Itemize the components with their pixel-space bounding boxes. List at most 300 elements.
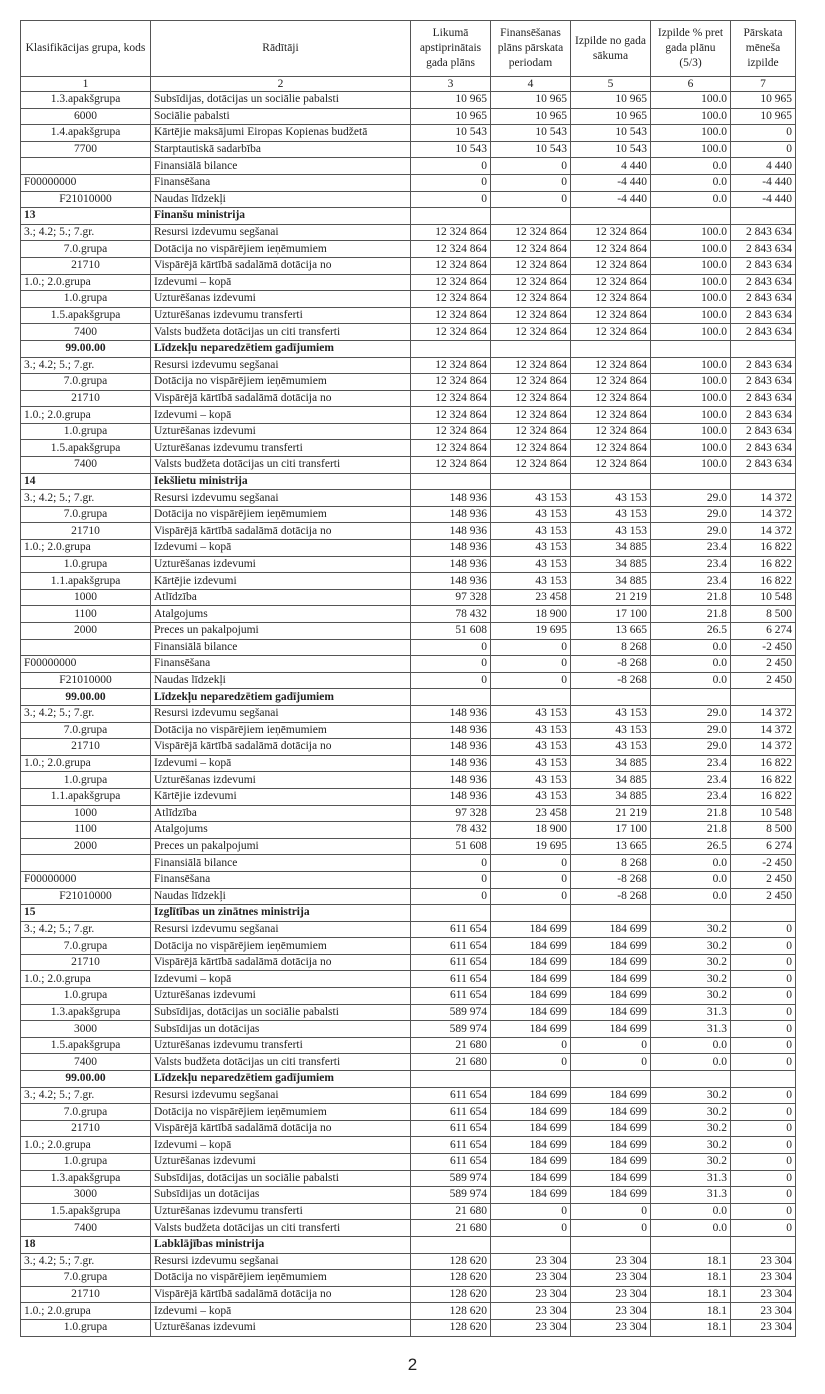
cell-month-execution: 8 500 [731, 606, 796, 623]
table-row [21, 1203, 796, 1220]
cell-execution-percent: 31.3 [651, 1170, 731, 1187]
cell-period-plan: 184 699 [491, 1021, 571, 1038]
cell-period-plan: 184 699 [491, 954, 571, 971]
cell-period-plan: 10 965 [491, 108, 571, 125]
cell-period-plan: 12 324 864 [491, 423, 571, 440]
cell-code: 1.0.; 2.0.grupa [21, 1137, 151, 1154]
cell-month-execution: 2 843 634 [731, 390, 796, 407]
cell-execution-ytd: 10 965 [571, 92, 651, 109]
cell-indicator: Vispārējā kārtībā sadalāmā dotācija no [151, 390, 411, 407]
cell-indicator: Vispārējā kārtībā sadalāmā dotācija no [151, 954, 411, 971]
cell-code: 1.0.grupa [21, 423, 151, 440]
table-row [21, 722, 796, 739]
cell-annual-plan: 12 324 864 [411, 374, 491, 391]
cell-execution-ytd: -8 268 [571, 656, 651, 673]
cell-execution-percent: 29.0 [651, 506, 731, 523]
cell-period-plan: 0 [491, 1054, 571, 1071]
table-row [21, 623, 796, 640]
cell-annual-plan: 12 324 864 [411, 291, 491, 308]
cell-execution-ytd: 12 324 864 [571, 423, 651, 440]
cell-execution-ytd: 23 304 [571, 1286, 651, 1303]
cell-indicator: Subsīdijas, dotācijas un sociālie pabalsti [151, 92, 411, 109]
cell-execution-ytd: 17 100 [571, 822, 651, 839]
cell-execution-percent: 23.4 [651, 556, 731, 573]
cell-indicator: Kārtējie izdevumi [151, 573, 411, 590]
table-row [21, 1154, 796, 1171]
cell-execution-ytd: 184 699 [571, 971, 651, 988]
cell-annual-plan: 589 974 [411, 1187, 491, 1204]
cell-annual-plan: 21 680 [411, 1203, 491, 1220]
table-row [21, 772, 796, 789]
cell-indicator: Valsts budžeta dotācijas un citi transferti [151, 324, 411, 341]
cell-annual-plan: 128 620 [411, 1319, 491, 1336]
cell-annual-plan: 0 [411, 871, 491, 888]
table-row [21, 440, 796, 457]
cell-month-execution: 0 [731, 141, 796, 158]
table-row [21, 423, 796, 440]
cell-annual-plan [411, 208, 491, 225]
cell-annual-plan [411, 905, 491, 922]
table-row [21, 755, 796, 772]
cell-code: 1000 [21, 589, 151, 606]
cell-code: 1000 [21, 805, 151, 822]
cell-execution-percent: 21.8 [651, 606, 731, 623]
cell-execution-percent: 21.8 [651, 589, 731, 606]
cell-indicator: Uzturēšanas izdevumi [151, 772, 411, 789]
cell-code: 1.0.grupa [21, 291, 151, 308]
cell-execution-ytd: 10 543 [571, 141, 651, 158]
cell-period-plan: 0 [491, 656, 571, 673]
cell-month-execution: 0 [731, 1087, 796, 1104]
cell-execution-percent: 100.0 [651, 108, 731, 125]
cell-execution-percent: 0.0 [651, 1037, 731, 1054]
cell-execution-ytd: 12 324 864 [571, 257, 651, 274]
cell-code: 21710 [21, 739, 151, 756]
cell-period-plan: 43 153 [491, 540, 571, 557]
cell-code: 6000 [21, 108, 151, 125]
cell-execution-percent: 100.0 [651, 390, 731, 407]
cell-indicator: Izdevumi – kopā [151, 971, 411, 988]
cell-month-execution: 23 304 [731, 1253, 796, 1270]
cell-indicator: Dotācija no vispārējiem ieņēmumiem [151, 1104, 411, 1121]
cell-indicator: Uzturēšanas izdevumu transferti [151, 1203, 411, 1220]
cell-indicator: Subsīdijas un dotācijas [151, 1021, 411, 1038]
cell-month-execution: 0 [731, 1154, 796, 1171]
cell-execution-ytd: 184 699 [571, 988, 651, 1005]
cell-period-plan: 184 699 [491, 971, 571, 988]
cell-annual-plan: 12 324 864 [411, 257, 491, 274]
cell-indicator: Līdzekļu neparedzētiem gadījumiem [151, 689, 411, 706]
table-row [21, 191, 796, 208]
cell-execution-ytd [571, 689, 651, 706]
cell-code: 1.0.grupa [21, 1154, 151, 1171]
cell-annual-plan: 148 936 [411, 490, 491, 507]
cell-annual-plan: 148 936 [411, 506, 491, 523]
cell-execution-percent: 29.0 [651, 739, 731, 756]
cell-execution-percent: 18.1 [651, 1319, 731, 1336]
cell-indicator: Līdzekļu neparedzētiem gadījumiem [151, 1071, 411, 1088]
cell-indicator: Līdzekļu neparedzētiem gadījumiem [151, 340, 411, 357]
cell-code: F21010000 [21, 191, 151, 208]
cell-code [21, 639, 151, 656]
cell-execution-percent: 31.3 [651, 1187, 731, 1204]
table-row [21, 938, 796, 955]
cell-execution-percent: 29.0 [651, 523, 731, 540]
cell-indicator: Dotācija no vispārējiem ieņēmumiem [151, 1270, 411, 1287]
cell-annual-plan: 148 936 [411, 772, 491, 789]
cell-execution-percent [651, 689, 731, 706]
cell-execution-percent: 30.2 [651, 1087, 731, 1104]
cell-indicator: Uzturēšanas izdevumu transferti [151, 440, 411, 457]
cell-period-plan: 12 324 864 [491, 324, 571, 341]
cell-code: 1.5.apakšgrupa [21, 1203, 151, 1220]
cell-period-plan: 12 324 864 [491, 457, 571, 474]
cell-annual-plan: 12 324 864 [411, 423, 491, 440]
cell-execution-ytd: -8 268 [571, 888, 651, 905]
cell-annual-plan: 21 680 [411, 1054, 491, 1071]
cell-code: 1.5.apakšgrupa [21, 1037, 151, 1054]
cell-code: 21710 [21, 1120, 151, 1137]
table-row [21, 457, 796, 474]
cell-indicator: Preces un pakalpojumi [151, 838, 411, 855]
table-row [21, 174, 796, 191]
cell-month-execution: -2 450 [731, 639, 796, 656]
table-row [21, 307, 796, 324]
cell-period-plan: 184 699 [491, 1154, 571, 1171]
table-row [21, 274, 796, 291]
cell-execution-percent: 100.0 [651, 324, 731, 341]
cell-indicator: Izdevumi – kopā [151, 540, 411, 557]
cell-code: 1.0.; 2.0.grupa [21, 755, 151, 772]
cell-month-execution: 2 843 634 [731, 291, 796, 308]
cell-month-execution: 0 [731, 1104, 796, 1121]
cell-execution-ytd: -4 440 [571, 174, 651, 191]
cell-month-execution: 10 965 [731, 92, 796, 109]
cell-indicator: Preces un pakalpojumi [151, 623, 411, 640]
cell-execution-ytd: 34 885 [571, 573, 651, 590]
cell-indicator: Finansēšana [151, 871, 411, 888]
cell-code: 3.; 4.2; 5.; 7.gr. [21, 921, 151, 938]
table-row [21, 407, 796, 424]
cell-indicator: Izdevumi – kopā [151, 755, 411, 772]
cell-execution-ytd: 12 324 864 [571, 457, 651, 474]
table-row [21, 954, 796, 971]
cell-execution-ytd: 184 699 [571, 1104, 651, 1121]
cell-period-plan: 184 699 [491, 921, 571, 938]
cell-period-plan: 12 324 864 [491, 357, 571, 374]
header-month-execution: Pārskata mēneša izpilde [731, 21, 796, 77]
cell-period-plan: 43 153 [491, 506, 571, 523]
cell-period-plan: 12 324 864 [491, 257, 571, 274]
header-row [21, 21, 796, 77]
cell-code: 7.0.grupa [21, 1270, 151, 1287]
cell-month-execution: 2 843 634 [731, 457, 796, 474]
cell-execution-percent: 0.0 [651, 191, 731, 208]
cell-period-plan: 12 324 864 [491, 274, 571, 291]
cell-annual-plan: 21 680 [411, 1220, 491, 1237]
cell-indicator: Dotācija no vispārējiem ieņēmumiem [151, 938, 411, 955]
cell-execution-percent: 30.2 [651, 1137, 731, 1154]
cell-indicator: Resursi izdevumu segšanai [151, 357, 411, 374]
table-row [21, 971, 796, 988]
header-annual-plan: Likumā apstiprinātais gada plāns [411, 21, 491, 77]
cell-month-execution: 0 [731, 971, 796, 988]
cell-code: 7.0.grupa [21, 506, 151, 523]
cell-annual-plan: 12 324 864 [411, 241, 491, 258]
cell-execution-ytd [571, 208, 651, 225]
cell-execution-percent: 31.3 [651, 1004, 731, 1021]
cell-execution-ytd: 34 885 [571, 540, 651, 557]
cell-code: 7.0.grupa [21, 1104, 151, 1121]
cell-execution-ytd [571, 340, 651, 357]
cell-code: 2000 [21, 838, 151, 855]
cell-indicator: Finansiālā bilance [151, 855, 411, 872]
cell-execution-ytd: -4 440 [571, 191, 651, 208]
cell-execution-ytd: 12 324 864 [571, 440, 651, 457]
cell-period-plan: 12 324 864 [491, 224, 571, 241]
cell-period-plan: 10 543 [491, 125, 571, 142]
cell-month-execution: 2 843 634 [731, 241, 796, 258]
cell-indicator: Atalgojums [151, 822, 411, 839]
cell-execution-percent: 0.0 [651, 1054, 731, 1071]
cell-execution-ytd: 184 699 [571, 1170, 651, 1187]
cell-indicator: Resursi izdevumu segšanai [151, 705, 411, 722]
cell-period-plan: 18 900 [491, 822, 571, 839]
cell-period-plan: 23 458 [491, 589, 571, 606]
cell-annual-plan: 10 965 [411, 92, 491, 109]
table-row [21, 1120, 796, 1137]
cell-code: 15 [21, 905, 151, 922]
cell-execution-percent: 100.0 [651, 141, 731, 158]
cell-execution-percent [651, 1236, 731, 1253]
cell-annual-plan: 128 620 [411, 1270, 491, 1287]
section-row [21, 689, 796, 706]
cell-execution-percent: 29.0 [651, 722, 731, 739]
cell-period-plan: 23 458 [491, 805, 571, 822]
table-row [21, 324, 796, 341]
cell-indicator: Uzturēšanas izdevumu transferti [151, 307, 411, 324]
cell-execution-ytd: 184 699 [571, 954, 651, 971]
cell-execution-percent: 30.2 [651, 921, 731, 938]
cell-period-plan: 43 153 [491, 705, 571, 722]
table-row [21, 705, 796, 722]
cell-indicator: Dotācija no vispārējiem ieņēmumiem [151, 374, 411, 391]
table-row [21, 639, 796, 656]
cell-month-execution: 0 [731, 1021, 796, 1038]
table-row [21, 390, 796, 407]
cell-indicator: Sociālie pabalsti [151, 108, 411, 125]
cell-annual-plan: 12 324 864 [411, 357, 491, 374]
cell-month-execution: 16 822 [731, 540, 796, 557]
cell-code: 1.1.apakšgrupa [21, 573, 151, 590]
cell-execution-ytd: 0 [571, 1220, 651, 1237]
cell-annual-plan: 78 432 [411, 822, 491, 839]
cell-execution-ytd: 184 699 [571, 921, 651, 938]
cell-execution-ytd: 10 543 [571, 125, 651, 142]
cell-month-execution [731, 208, 796, 225]
cell-code: 1.0.; 2.0.grupa [21, 1303, 151, 1320]
cell-execution-percent: 30.2 [651, 1120, 731, 1137]
cell-annual-plan: 12 324 864 [411, 390, 491, 407]
cell-month-execution: 6 274 [731, 623, 796, 640]
cell-annual-plan: 97 328 [411, 589, 491, 606]
cell-execution-ytd: 34 885 [571, 772, 651, 789]
cell-indicator: Izdevumi – kopā [151, 407, 411, 424]
table-row [21, 490, 796, 507]
cell-period-plan: 43 153 [491, 523, 571, 540]
cell-month-execution: 2 843 634 [731, 374, 796, 391]
cell-code: 2000 [21, 623, 151, 640]
cell-code: 7.0.grupa [21, 241, 151, 258]
cell-period-plan: 10 965 [491, 92, 571, 109]
cell-execution-ytd: 21 219 [571, 805, 651, 822]
cell-code: 7400 [21, 324, 151, 341]
cell-execution-percent: 0.0 [651, 1220, 731, 1237]
cell-annual-plan: 611 654 [411, 988, 491, 1005]
cell-annual-plan: 12 324 864 [411, 457, 491, 474]
cell-execution-percent: 18.1 [651, 1253, 731, 1270]
cell-execution-percent: 26.5 [651, 623, 731, 640]
cell-period-plan: 43 153 [491, 739, 571, 756]
cell-annual-plan: 51 608 [411, 838, 491, 855]
cell-month-execution: 0 [731, 1054, 796, 1071]
cell-month-execution: 23 304 [731, 1270, 796, 1287]
cell-period-plan: 0 [491, 174, 571, 191]
cell-month-execution: 2 843 634 [731, 324, 796, 341]
cell-indicator: Finansēšana [151, 656, 411, 673]
cell-period-plan: 0 [491, 871, 571, 888]
cell-period-plan: 184 699 [491, 938, 571, 955]
column-number: 3 [411, 77, 491, 92]
header-indicator: Rādītāji [151, 21, 411, 77]
cell-month-execution: 0 [731, 1004, 796, 1021]
header-execution-percent: Izpilde % pret gada plānu (5/3) [651, 21, 731, 77]
cell-month-execution: -4 440 [731, 174, 796, 191]
cell-month-execution: 2 843 634 [731, 407, 796, 424]
cell-indicator: Uzturēšanas izdevumi [151, 1154, 411, 1171]
table-row [21, 506, 796, 523]
cell-execution-percent: 100.0 [651, 440, 731, 457]
cell-execution-percent: 23.4 [651, 573, 731, 590]
table-row [21, 656, 796, 673]
cell-period-plan: 43 153 [491, 788, 571, 805]
cell-indicator: Resursi izdevumu segšanai [151, 921, 411, 938]
cell-month-execution: 0 [731, 1220, 796, 1237]
cell-month-execution: 6 274 [731, 838, 796, 855]
cell-execution-percent: 100.0 [651, 241, 731, 258]
cell-execution-ytd: 184 699 [571, 1187, 651, 1204]
cell-period-plan: 12 324 864 [491, 407, 571, 424]
cell-code: 3000 [21, 1021, 151, 1038]
cell-month-execution: 0 [731, 988, 796, 1005]
cell-indicator: Finansēšana [151, 174, 411, 191]
table-row [21, 788, 796, 805]
cell-month-execution: 0 [731, 1170, 796, 1187]
cell-period-plan: 43 153 [491, 755, 571, 772]
cell-execution-percent: 18.1 [651, 1286, 731, 1303]
cell-indicator: Resursi izdevumu segšanai [151, 1253, 411, 1270]
table-row [21, 739, 796, 756]
cell-execution-ytd: -8 268 [571, 672, 651, 689]
cell-execution-percent: 100.0 [651, 423, 731, 440]
cell-execution-ytd: 12 324 864 [571, 390, 651, 407]
cell-month-execution: 2 843 634 [731, 440, 796, 457]
cell-period-plan: 43 153 [491, 573, 571, 590]
cell-code: 1.0.; 2.0.grupa [21, 971, 151, 988]
cell-month-execution [731, 1071, 796, 1088]
cell-annual-plan: 0 [411, 656, 491, 673]
cell-indicator: Resursi izdevumu segšanai [151, 490, 411, 507]
cell-annual-plan: 148 936 [411, 705, 491, 722]
cell-code: 7700 [21, 141, 151, 158]
cell-indicator: Uzturēšanas izdevumi [151, 1319, 411, 1336]
cell-execution-ytd: 184 699 [571, 938, 651, 955]
cell-annual-plan: 589 974 [411, 1170, 491, 1187]
cell-indicator: Valsts budžeta dotācijas un citi transferti [151, 1220, 411, 1237]
cell-annual-plan: 12 324 864 [411, 224, 491, 241]
cell-annual-plan: 611 654 [411, 1087, 491, 1104]
cell-execution-percent: 0.0 [651, 1203, 731, 1220]
cell-period-plan [491, 1071, 571, 1088]
cell-code: 21710 [21, 1286, 151, 1303]
cell-month-execution: 2 843 634 [731, 274, 796, 291]
cell-annual-plan: 611 654 [411, 1104, 491, 1121]
cell-period-plan: 12 324 864 [491, 241, 571, 258]
cell-period-plan [491, 340, 571, 357]
cell-code: 7.0.grupa [21, 722, 151, 739]
cell-execution-ytd: 12 324 864 [571, 357, 651, 374]
table-row [21, 921, 796, 938]
table-row [21, 822, 796, 839]
cell-execution-percent: 18.1 [651, 1303, 731, 1320]
cell-code: 1100 [21, 606, 151, 623]
cell-execution-ytd [571, 1236, 651, 1253]
table-row [21, 1220, 796, 1237]
cell-execution-percent: 100.0 [651, 125, 731, 142]
cell-annual-plan: 0 [411, 888, 491, 905]
cell-execution-ytd: 34 885 [571, 755, 651, 772]
cell-execution-percent: 0.0 [651, 158, 731, 175]
cell-indicator: Dotācija no vispārējiem ieņēmumiem [151, 722, 411, 739]
cell-execution-ytd: 23 304 [571, 1253, 651, 1270]
cell-indicator: Vispārējā kārtībā sadalāmā dotācija no [151, 739, 411, 756]
cell-code: 3.; 4.2; 5.; 7.gr. [21, 490, 151, 507]
table-row [21, 291, 796, 308]
cell-indicator: Resursi izdevumu segšanai [151, 224, 411, 241]
cell-period-plan: 12 324 864 [491, 374, 571, 391]
cell-indicator: Labklājības ministrija [151, 1236, 411, 1253]
cell-indicator: Resursi izdevumu segšanai [151, 1087, 411, 1104]
cell-period-plan: 184 699 [491, 1170, 571, 1187]
cell-code: 1.3.apakšgrupa [21, 1170, 151, 1187]
cell-month-execution: 14 372 [731, 506, 796, 523]
cell-month-execution [731, 1236, 796, 1253]
cell-indicator: Valsts budžeta dotācijas un citi transferti [151, 1054, 411, 1071]
cell-indicator: Atlīdzība [151, 589, 411, 606]
cell-period-plan: 0 [491, 855, 571, 872]
cell-code: 13 [21, 208, 151, 225]
cell-code: 3.; 4.2; 5.; 7.gr. [21, 705, 151, 722]
cell-period-plan: 0 [491, 672, 571, 689]
cell-execution-percent [651, 905, 731, 922]
cell-execution-ytd: 12 324 864 [571, 407, 651, 424]
cell-indicator: Naudas līdzekļi [151, 191, 411, 208]
cell-annual-plan: 21 680 [411, 1037, 491, 1054]
cell-execution-percent: 23.4 [651, 540, 731, 557]
column-number: 1 [21, 77, 151, 92]
table-row [21, 805, 796, 822]
cell-indicator: Finanšu ministrija [151, 208, 411, 225]
